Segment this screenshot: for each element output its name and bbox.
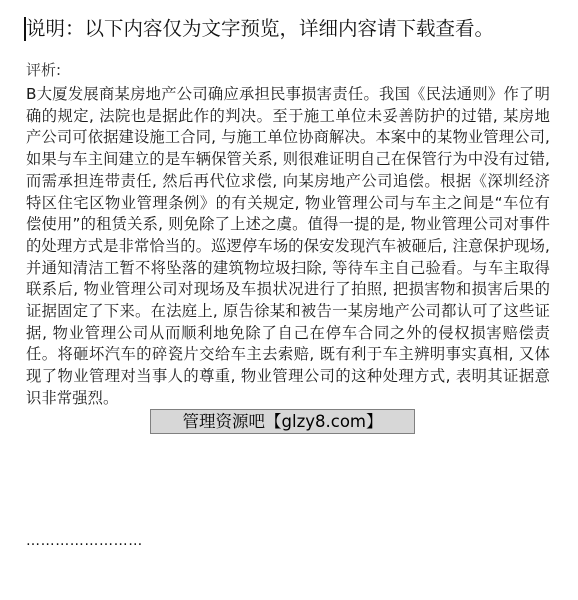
ellipsis-dots: …………………… [26,533,143,549]
section-heading: 评析: [26,61,62,79]
preview-notice: 说明：以下内容仅为文字预览，详细内容请下载查看。 [26,17,495,40]
analysis-paragraph: B大厦发展商某房地产公司确应承担民事损害责任。我国《民法通则》作了明确的规定, 法院也是据此作的判决。至于施工单位未妥善防护的过错, 某房地产公司可依据建设施工合同, 与施工单位协商解决。本案中的某物业管理公司, 如果与车主间建立的是车辆保管关系, 则很难证明自己在保管行为中没有过错, 而需承担连带责任, 然后再代位求偿, 向某房地产公司追偿。根据《深圳经济特区住宅区物业管理条例》的有关规定, 物业管理公司与车主之间是“车位有偿使用”的租赁关系, 则免除了上述之虞。值得一提的是, 物业管理公司对事件的处理方式是非常恰当的。巡逻停车场的保安发现汽车被砸后, 注意保护现场, 并通知清洁工暂不将坠落的建筑物垃圾扫除, 等待车主自己验看。与车主取得联系后, 物业管理公司对现场及车损状况进行了拍照, 把损害物和损害后果的证据固定了下来。在法庭上, 原告徐某和被告一某房地产公司都认可了这些证据, 物业管理公司从而顺利地免除了自己在停车合同之外的侵权损害赔偿责任。将砸坏汽车的碎瓷片交给车主去索赔, 既有利于车主辨明事实真相, 又体现了物业管理对当事人的尊重, 物业管理公司的这种处理方式, 表明其证据意识非常强烈。 [26,85,550,407]
watermark-banner: 管理资源吧【glzy8.com】 [150,409,415,434]
